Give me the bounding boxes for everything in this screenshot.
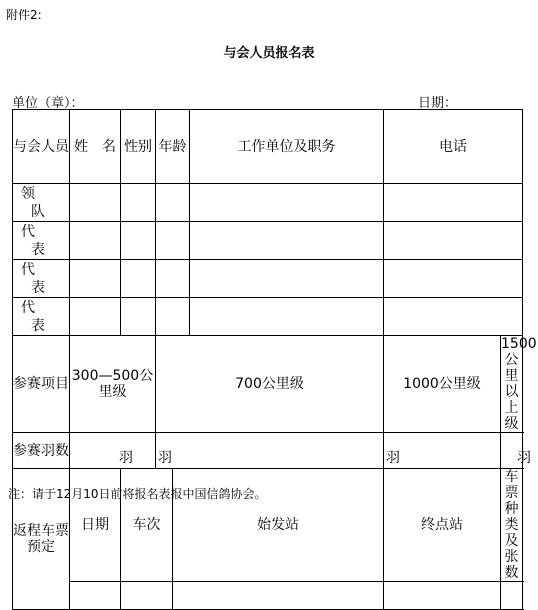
ticket-date-header: 日期 [70, 469, 121, 582]
ticket-date-cell[interactable] [70, 582, 121, 610]
phone-cell[interactable] [384, 298, 523, 336]
header-name: 姓 名 [70, 110, 121, 184]
ticket-type-cell[interactable] [501, 582, 523, 610]
phone-cell[interactable] [384, 260, 523, 298]
name-cell[interactable] [70, 298, 121, 336]
header-phone: 电话 [384, 110, 523, 184]
table-row [13, 222, 523, 260]
age-cell[interactable] [156, 184, 190, 222]
event-row [13, 336, 523, 433]
table-row [13, 260, 523, 298]
event-1500: 1500公里以上级 [501, 336, 537, 432]
age-cell[interactable] [156, 298, 190, 336]
workplace-cell[interactable] [190, 222, 384, 260]
phone-cell[interactable] [384, 184, 523, 222]
event-label: 参赛项目 [13, 336, 70, 433]
registration-table [12, 109, 537, 610]
workplace-cell[interactable] [190, 184, 384, 222]
date-label: 日期： [418, 96, 458, 111]
role-cell: 代 表 [13, 260, 70, 298]
gender-cell[interactable] [121, 260, 156, 298]
ticket-label: 返程车票预定 [13, 469, 70, 610]
count-label: 参赛羽数 [13, 433, 70, 469]
header-attendee: 与会人员 [13, 110, 70, 184]
name-cell[interactable] [70, 222, 121, 260]
ticket-destination-header: 终点站 [384, 469, 501, 582]
age-cell[interactable] [156, 260, 190, 298]
ticket-origin-header: 始发站 [173, 469, 384, 582]
count-1000[interactable]: 羽 [384, 433, 501, 469]
header-gender: 性别 [121, 110, 156, 184]
ticket-destination-cell[interactable] [384, 582, 501, 610]
workplace-cell[interactable] [190, 298, 384, 336]
header-workplace: 工作单位及职务 [190, 110, 384, 184]
table-row [13, 298, 523, 336]
name-cell[interactable] [70, 260, 121, 298]
count-row [13, 433, 523, 469]
age-cell[interactable] [156, 222, 190, 260]
gender-cell[interactable] [121, 298, 156, 336]
table-row [13, 184, 523, 222]
ticket-input-row [13, 582, 523, 610]
role-cell: 代 表 [13, 222, 70, 260]
count-1500[interactable]: 羽 [501, 433, 523, 469]
ticket-train-header: 车次 [121, 469, 173, 582]
count-700[interactable]: 羽 [156, 433, 384, 469]
name-cell[interactable] [70, 184, 121, 222]
page-title: 与会人员报名表 [223, 46, 315, 61]
event-1000: 1000公里级 [384, 336, 501, 433]
footnote: 注：请于12月10日前将报名表报中国信鸽协会。 [8, 487, 267, 501]
header-age: 年龄 [156, 110, 190, 184]
ticket-type-header: 车票种类及张数 [501, 469, 523, 582]
phone-cell[interactable] [384, 222, 523, 260]
role-cell: 代 表 [13, 298, 70, 336]
attachment-label: 附件2: [6, 8, 42, 22]
gender-cell[interactable] [121, 184, 156, 222]
event-700: 700公里级 [156, 336, 384, 433]
count-300-500[interactable]: 羽 [70, 433, 156, 469]
unit-label: 单位（章）： [12, 96, 84, 111]
ticket-train-cell[interactable] [121, 582, 173, 610]
gender-cell[interactable] [121, 222, 156, 260]
workplace-cell[interactable] [190, 260, 384, 298]
header-row [13, 110, 523, 184]
role-cell: 领 队 [13, 184, 70, 222]
event-300-500: 300—500公里级 [70, 336, 156, 433]
ticket-origin-cell[interactable] [173, 582, 384, 610]
